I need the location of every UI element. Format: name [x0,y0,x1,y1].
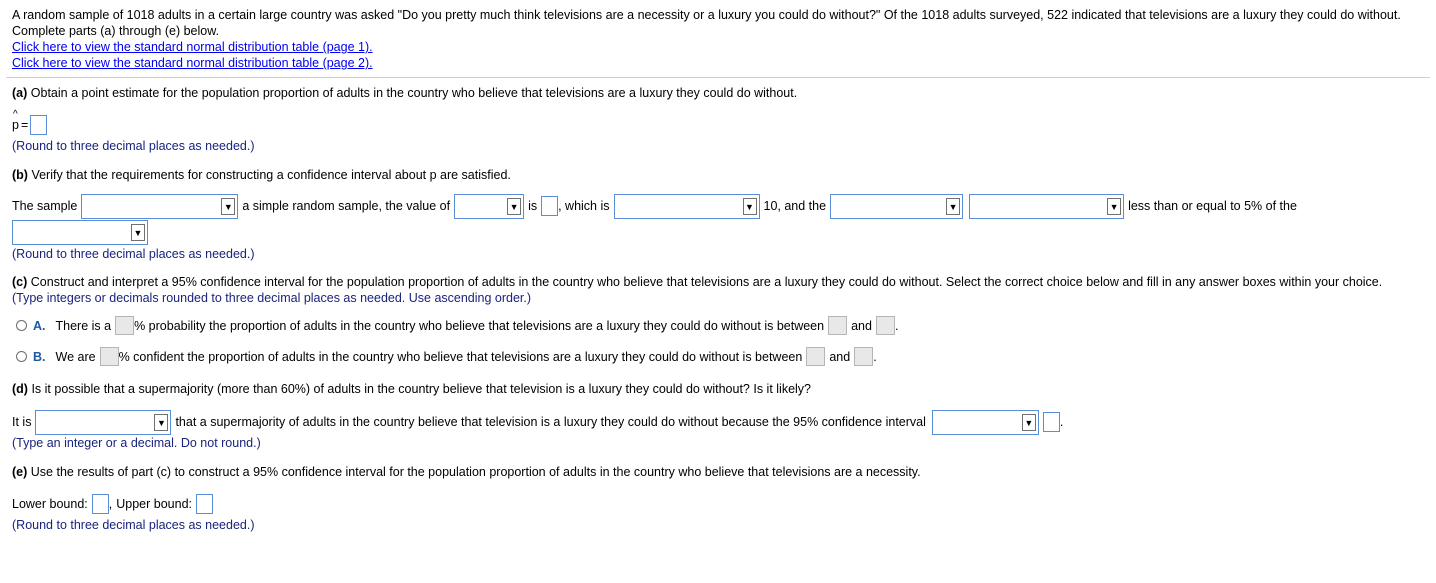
chevron-down-icon: ▼ [131,224,145,241]
lower-bound-input[interactable] [92,494,109,514]
part-a-question: (a) Obtain a point estimate for the population proportion of adults in the country who believe that televisions are a luxury they could do without. [12,86,798,100]
part-e-hint: (Round to three decimal places as needed.) [12,518,255,532]
choice-a-radio[interactable] [16,320,27,331]
chevron-down-icon: ▼ [946,198,960,215]
part-d-answer-row: It is ▼ that a supermajority of adults in the country believe that television is a luxury they could do without because the 95% confidence interval ▼ . [12,409,1424,435]
chevron-down-icon: ▼ [1022,414,1036,431]
part-c-question: (c) Construct and interpret a 95% confidence interval for the population proportion of adults in the country who believe that televisions are a luxury they could do without. Select the correct choice below and fill in any answer boxes within your choice. [12,275,1383,289]
statistic-dropdown[interactable] [454,194,524,219]
chevron-down-icon: ▼ [1107,198,1121,215]
chevron-down-icon: ▼ [743,198,757,215]
part-d-hint: (Type an integer or a decimal. Do not round.) [12,436,261,450]
normal-table-link-page-2[interactable]: Click here to view the standard normal distribution table (page 2). [12,56,373,70]
part-b-answer-row: The sample ▼ a simple random sample, the value of ▼ is , which is ▼ 10, and the ▼ ▼ less than or equal to 5% of the [12,193,1424,219]
part-a-answer-row: ^ p = [12,115,1424,135]
choice-a-upper-input[interactable] [876,316,895,335]
part-e-answer-row: Lower bound: , Upper bound: [12,494,1424,514]
size-comparison-dropdown[interactable] [969,194,1124,219]
interval-relation-dropdown[interactable] [932,410,1039,435]
choice-a-lower-input[interactable] [828,316,847,335]
statistic-value-input[interactable] [541,196,558,216]
choice-b-lower-input[interactable] [806,347,825,366]
divider [6,77,1430,78]
part-b-hint: (Round to three decimal places as needed.) [12,247,255,261]
part-c-hint: (Type integers or decimals rounded to three decimal places as needed. Use ascending order.) [12,291,532,305]
normal-table-link-page-1[interactable]: Click here to view the standard normal distribution table (page 1). [12,40,373,54]
part-e-question: (e) Use the results of part (c) to construct a 95% confidence interval for the population proportion of adults in the country who believe that televisions are a necessity. [12,465,921,479]
part-b-question: (b) Verify that the requirements for constructing a confidence interval about p are satisfied. [12,168,511,182]
part-a-hint: (Round to three decimal places as needed.) [12,139,255,153]
choice-a-probability-input[interactable] [115,316,134,335]
possibility-dropdown[interactable] [35,410,171,435]
choice-b-confidence-input[interactable] [100,347,119,366]
choice-b[interactable]: B. We are % confident the proportion of adults in the country who believe that televisions are a luxury they could do without is between and . [12,346,1424,367]
p-hat-symbol: ^ p [12,109,19,132]
choice-a[interactable]: A. There is a % probability the proportion of adults in the country who believe that televisions are a luxury they could do without is between and . [12,315,1424,336]
comparison-dropdown[interactable] [614,194,760,219]
population-dropdown[interactable] [12,220,148,245]
p-hat-input[interactable] [30,115,47,135]
part-b-answer-row-2 [12,219,1424,245]
size-subject-dropdown[interactable] [830,194,963,219]
problem-statement: A random sample of 1018 adults in a certain large country was asked "Do you pretty much think televisions are a necessity or a luxury you could do without?" Of the 1018 adults surveyed, 522 indicated that televisions are a luxury they could do without. Complete parts (a) through (e) below. [12,8,1401,38]
choice-b-upper-input[interactable] [854,347,873,366]
choice-b-radio[interactable] [16,351,27,362]
chevron-down-icon: ▼ [507,198,521,215]
part-d-question: (d) Is it possible that a supermajority (more than 60%) of adults in the country believe that television is a luxury they could do without? Is it likely? [12,382,812,396]
sample-type-dropdown[interactable] [81,194,238,219]
chevron-down-icon: ▼ [154,414,168,431]
upper-bound-input[interactable] [196,494,213,514]
threshold-input[interactable] [1043,412,1060,432]
chevron-down-icon: ▼ [221,198,235,215]
